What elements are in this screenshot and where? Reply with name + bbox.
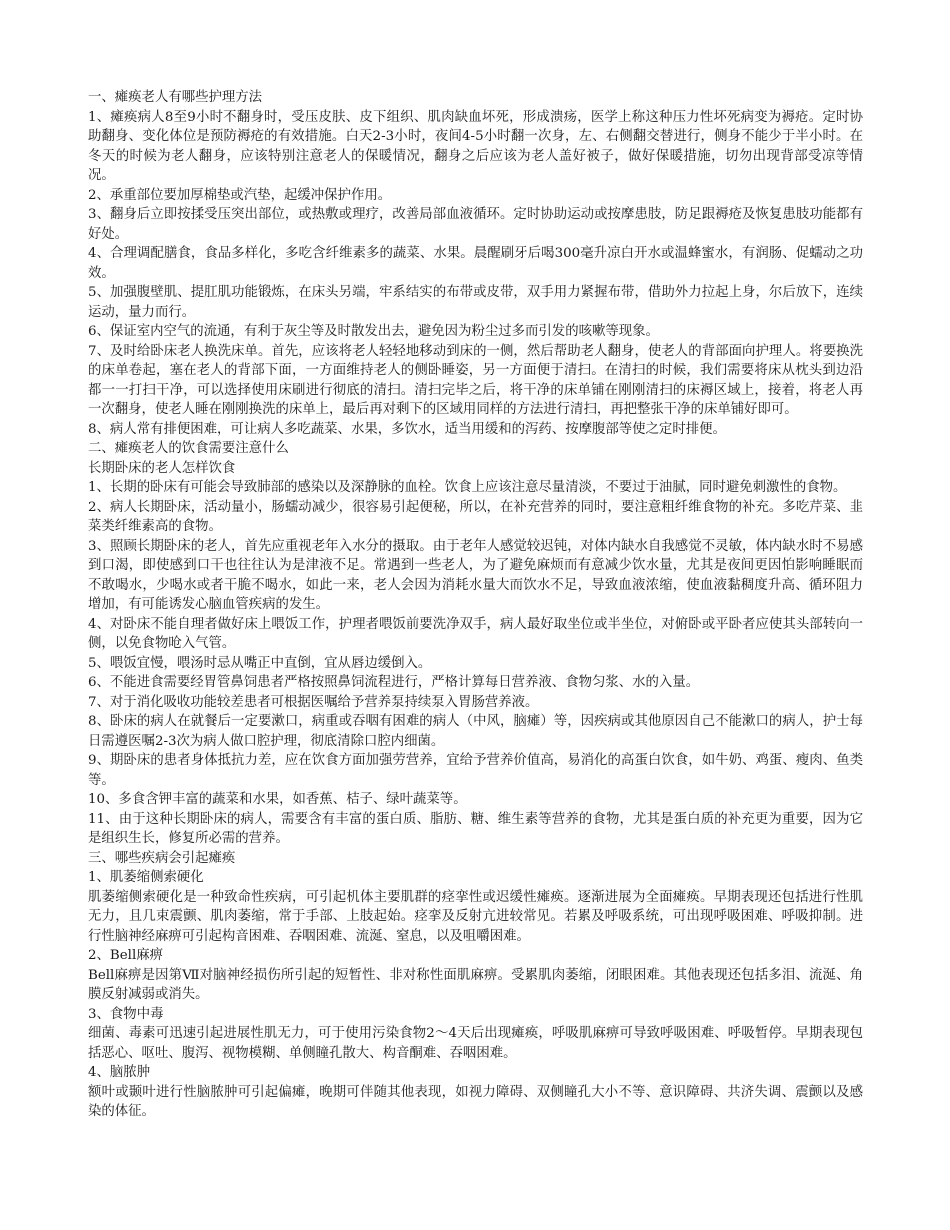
section-heading-1: 一、瘫痪老人有哪些护理方法	[88, 90, 263, 105]
paragraph: 4、对卧床不能自理者做好床上喂饭工作，护理者喂饭前要洗净双手，病人最好取坐位或半坐位，对俯卧或平卧者应使其头部转向一侧，以免食物呛入气管。	[88, 616, 863, 651]
paragraph: 10、多食含钾丰富的蔬菜和水果，如香蕉、桔子、绿叶蔬菜等。	[88, 792, 467, 807]
section-heading-2: 二、瘫痪老人的饮食需要注意什么	[88, 441, 289, 456]
subheading: 2、Bell麻痹	[88, 948, 164, 963]
paragraph: 6、保证室内空气的流通，有利于灰尘等及时散发出去，避免因为粉尘过多而引发的咳嗽等现象。	[88, 324, 659, 339]
paragraph: 3、照顾长期卧床的老人，首先应重视老年入水分的摄取。由于老年人感觉较迟钝，对体内缺水自我感觉不灵敏，体内缺水时不易感到口渴，即使感到口干也往往认为是津液不足。常遇到一些老人，为了避免麻烦而有意减少饮水量，尤其是夜间更因怕影响睡眠而不敢喝水，少喝水或者干脆不喝水，如此一来，老人会因为消耗水量大而饮水不足，导致血液浓缩，使血液黏稠度升高、循环阻力增加，有可能诱发心脑血管疾病的发生。	[88, 538, 863, 612]
paragraph: 5、喂饭宜慢，喂汤时忌从嘴正中直倒，宜从唇边缓倒入。	[88, 655, 432, 671]
paragraph: 11、由于这种长期卧床的病人，需要含有丰富的蛋白质、脂肪、糖、维生素等营养的食物，尤其是蛋白质的补充更为重要，因为它是组织生长，修复所必需的营养。	[88, 811, 863, 846]
paragraph: 细菌、毒素可迅速引起进展性肌无力，可于使用污染食物2～4天后出现瘫痪，呼吸肌麻痹可导致呼吸困难、呼吸暂停。早期表现包括恶心、呕吐、腹泻、视物模糊、单侧瞳孔散大、构音酮难、吞咽困难。	[88, 1026, 863, 1061]
subheading: 长期卧床的老人怎样饮食	[88, 460, 236, 476]
subheading: 4、脑脓肿	[88, 1065, 151, 1080]
document-body	[88, 88, 863, 1122]
subheading: 1、肌萎缩侧索硬化	[88, 870, 204, 885]
paragraph: 2、承重部位要加厚棉垫或汽垫，起缓冲保护作用。	[88, 187, 392, 203]
paragraph: 2、病人长期卧床，活动量小，肠蠕动减少，很容易引起便秘，所以，在补充营养的同时，要注意粗纤维食物的补充。多吃芹菜、韭菜类纤维素高的食物。	[88, 499, 863, 534]
paragraph: Bell麻痹是因第Ⅶ对脑神经损伤所引起的短暂性、非对称性面肌麻痹。受累肌肉萎缩，闭眼困难。其他表现还包括多泪、流涎、角膜反射减弱或消失。	[88, 967, 863, 1002]
section-heading-3: 三、哪些疾病会引起瘫痪	[88, 850, 236, 866]
paragraph: 9、期卧床的患者身体抵抗力差，应在饮食方面加强劳营养，宜给予营养价值高，易消化的高蛋白饮食，如牛奶、鸡蛋、瘦肉、鱼类等。	[88, 753, 863, 788]
paragraph: 6、不能进食需要经胃管鼻饲患者严格按照鼻饲流程进行，严格计算每日营养液、食物匀浆、水的入量。	[88, 675, 700, 690]
paragraph: 3、翻身后立即按揉受压突出部位，或热敷或理疗，改善局部血液循环。定时协助运动或按摩患肢，防足跟褥疮及恢复患肢功能都有好处。	[88, 207, 863, 242]
paragraph: 1、长期的卧床有可能会导致肺部的感染以及深静脉的血栓。饮食上应该注意尽量清淡，不要过于油腻，同时避免刺激性的食物。	[88, 480, 847, 495]
paragraph: 1、瘫痪病人8至9小时不翻身时，受压皮肤、皮下组织、肌肉缺血坏死，形成溃疡，医学上称这种压力性坏死病变为褥疮。定时协助翻身、变化体位是预防褥疮的有效措施。白天2-3小时，夜间4-5小时翻一次身，左、右侧翻交替进行，侧身不能少于半小时。在冬天的时候为老人翻身，应该特别注意老人的保暖情况，翻身之后应该为老人盖好被子，做好保暖措施，切勿出现背部受凉等情况。	[88, 109, 863, 183]
paragraph: 8、卧床的病人在就餐后一定要漱口，病重或吞咽有困难的病人（中风，脑瘫）等，因疾病或其他原因自己不能漱口的病人，护士每日需遵医嘱2-3次为病人做口腔护理，彻底清除口腔内细菌。	[88, 714, 863, 749]
paragraph: 8、病人常有排便困难，可让病人多吃蔬菜、水果，多饮水，适当用缓和的泻药、按摩腹部等使之定时排便。	[88, 421, 726, 437]
paragraph: 肌萎缩侧索硬化是一种致命性疾病，可引起机体主要肌群的痉挛性或迟缓性瘫痪。逐渐进展为全面瘫痪。早期表现还包括进行性肌无力，且几束震颤、肌肉萎缩，常于手部、上肢起始。痉挛及反射亢进较常见。若累及呼吸系统，可出现呼吸困难、呼吸抑制。进行性脑神经麻痹可引起构音困难、吞咽困难、流涎、窒息，以及咀嚼困难。	[88, 889, 863, 944]
subheading: 3、食物中毒	[88, 1006, 164, 1022]
paragraph: 7、及时给卧床老人换洗床单。首先，应该将老人轻轻地移动到床的一侧，然后帮助老人翻身，使老人的背部面向护理人。将要换洗的床单卷起，塞在老人的背部下面，一方面维持老人的侧卧睡姿，另一方面便于清扫。在清扫的时候，我们需要将床从枕头到边沿都一一打扫干净，可以选择使用床刷进行彻底的清扫。清扫完毕之后，将干净的床单铺在刚刚清扫的床褥区域上，接着，将老人再一次翻身，使老人睡在刚刚换洗的床单上，最后再对剩下的区域用同样的方法进行清扫，再把整张干净的床单铺好即可。	[88, 343, 863, 417]
paragraph: 7、对于消化吸收功能较差患者可根据医嘱给予营养泵持续泵入胃肠营养液。	[88, 694, 539, 710]
paragraph: 4、合理调配膳食，食品多样化，多吃含纤维素多的蔬菜、水果。晨醒刷牙后喝300毫升凉白开水或温蜂蜜水，有润肠、促蠕动之功效。	[88, 246, 863, 281]
paragraph: 5、加强腹壁肌、提肛肌功能锻炼，在床头另端，牢系结实的布带或皮带，双手用力紧握布带，借助外力拉起上身，尔后放下，连续运动，量力而行。	[88, 285, 863, 320]
paragraph: 额叶或颞叶进行性脑脓肿可引起偏瘫，晚期可伴随其他表现，如视力障碍、双侧瞳孔大小不等、意识障碍、共济失调、震颤以及感染的体征。	[88, 1084, 863, 1119]
